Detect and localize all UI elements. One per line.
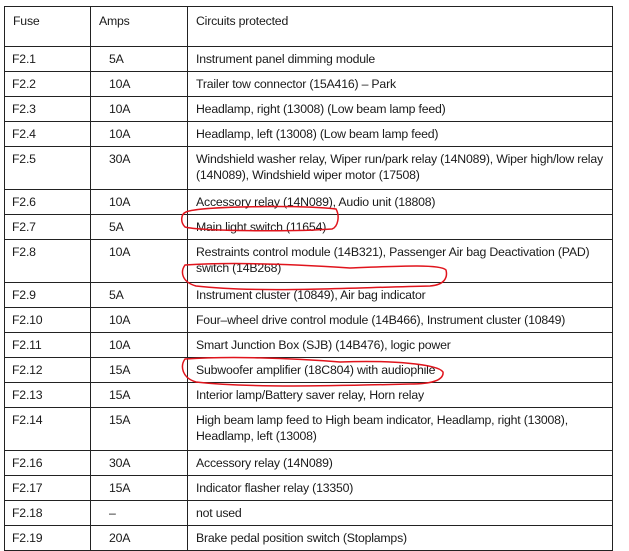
table-row (5, 122, 613, 147)
circuits-cell: Windshield washer relay, Wiper run/park relay (14N089), Wiper high/low relay (14N089), Windshield wiper motor (17508) (188, 147, 613, 190)
fuse-cell: F2.7 (5, 215, 91, 240)
amps-cell: 10A (91, 190, 188, 215)
circuits-cell: Accessory relay (14N089) (188, 451, 613, 476)
circuits-cell: Indicator flasher relay (13350) (188, 476, 613, 501)
table-row (5, 283, 613, 308)
amps-cell: 10A (91, 240, 188, 283)
fuse-cell: F2.10 (5, 308, 91, 333)
circuits-cell: Instrument cluster (10849), Air bag indicator (188, 283, 613, 308)
circuits-cell: Headlamp, left (13008) (Low beam lamp feed) (188, 122, 613, 147)
table-row (5, 383, 613, 408)
fuse-cell: F2.8 (5, 240, 91, 283)
amps-cell: 15A (91, 408, 188, 451)
circuits-cell: Headlamp, right (13008) (Low beam lamp feed) (188, 97, 613, 122)
fuse-cell: F2.3 (5, 97, 91, 122)
amps-cell: 20A (91, 526, 188, 551)
fuse-cell: F2.9 (5, 283, 91, 308)
table-row (5, 451, 613, 476)
fuse-cell: F2.19 (5, 526, 91, 551)
amps-cell: – (91, 501, 188, 526)
fuse-cell: F2.1 (5, 47, 91, 72)
fuse-cell: F2.2 (5, 72, 91, 97)
table-row (5, 147, 613, 190)
table-row (5, 408, 613, 451)
amps-cell: 5A (91, 47, 188, 72)
table-row (5, 501, 613, 526)
amps-cell: 15A (91, 358, 188, 383)
circuits-cell: Brake pedal position switch (Stoplamps) (188, 526, 613, 551)
fuse-cell: F2.13 (5, 383, 91, 408)
fuse-cell: F2.18 (5, 501, 91, 526)
header-amps: Amps (91, 7, 188, 47)
fuse-cell: F2.16 (5, 451, 91, 476)
fuse-cell: F2.5 (5, 147, 91, 190)
fuse-cell: F2.11 (5, 333, 91, 358)
fuse-table (4, 6, 613, 551)
circuits-cell: Four–wheel drive control module (14B466), Instrument cluster (10849) (188, 308, 613, 333)
circuits-cell: High beam lamp feed to High beam indicator, Headlamp, right (13008), Headlamp, left (13008) (188, 408, 613, 451)
fuse-cell: F2.14 (5, 408, 91, 451)
circuits-cell: Main light switch (11654) (188, 215, 613, 240)
header-circuits: Circuits protected (188, 7, 613, 47)
table-row (5, 240, 613, 283)
table-row (5, 97, 613, 122)
amps-cell: 15A (91, 383, 188, 408)
fuse-cell: F2.4 (5, 122, 91, 147)
circuits-cell: not used (188, 501, 613, 526)
amps-cell: 10A (91, 122, 188, 147)
circuits-cell: Trailer tow connector (15A416) – Park (188, 72, 613, 97)
amps-cell: 5A (91, 215, 188, 240)
fuse-cell: F2.6 (5, 190, 91, 215)
table-row (5, 526, 613, 551)
table-row (5, 476, 613, 501)
table-row (5, 190, 613, 215)
amps-cell: 15A (91, 476, 188, 501)
amps-cell: 30A (91, 147, 188, 190)
table-row (5, 358, 613, 383)
header-fuse: Fuse (5, 7, 91, 47)
amps-cell: 30A (91, 451, 188, 476)
header-row (5, 7, 613, 47)
circuits-cell: Instrument panel dimming module (188, 47, 613, 72)
table-row (5, 72, 613, 97)
circuits-cell: Smart Junction Box (SJB) (14B476), logic power (188, 333, 613, 358)
fuse-cell: F2.12 (5, 358, 91, 383)
circuits-cell: Restraints control module (14B321), Passenger Air bag Deactivation (PAD) switch (14B268) (188, 240, 613, 283)
amps-cell: 10A (91, 308, 188, 333)
amps-cell: 5A (91, 283, 188, 308)
circuits-cell: Subwoofer amplifier (18C804) with audiophile (188, 358, 613, 383)
amps-cell: 10A (91, 333, 188, 358)
table-row (5, 308, 613, 333)
table-row (5, 47, 613, 72)
table-row (5, 215, 613, 240)
fuse-cell: F2.17 (5, 476, 91, 501)
circuits-cell: Accessory relay (14N089), Audio unit (18808) (188, 190, 613, 215)
amps-cell: 10A (91, 72, 188, 97)
table-row (5, 333, 613, 358)
amps-cell: 10A (91, 97, 188, 122)
circuits-cell: Interior lamp/Battery saver relay, Horn relay (188, 383, 613, 408)
